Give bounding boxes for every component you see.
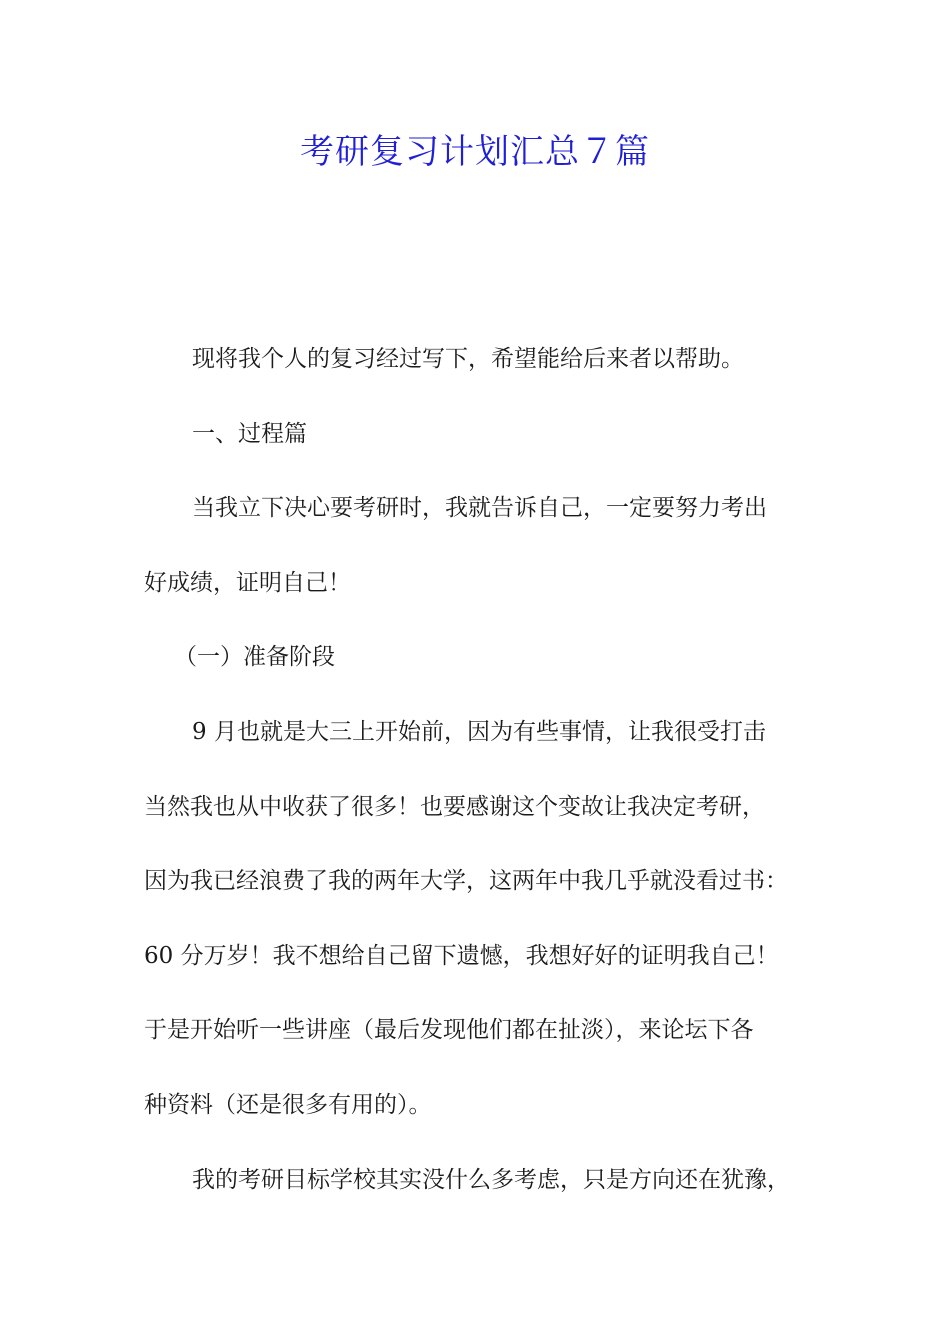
paragraph-line: 我的考研目标学校其实没什么多考虑，只是方向还在犹豫， <box>192 1166 790 1193</box>
section-heading: 一、过程篇 <box>192 420 307 447</box>
subsection-heading: （一）准备阶段 <box>174 644 335 671</box>
paragraph-line: 现将我个人的复习经过写下，希望能给后来者以帮助。 <box>192 346 744 372</box>
paragraph-line: 当然我也从中收获了很多！也要感谢这个变故让我决定考研， <box>144 793 765 820</box>
paragraph-line: 因为我已经浪费了我的两年大学，这两年中我几乎就没看过书： <box>144 868 788 895</box>
paragraph-line: 当我立下决心要考研时，我就告诉自己，一定要努力考出 <box>192 495 767 522</box>
paragraph-line: 种资料（还是很多有用的）。 <box>144 1091 432 1118</box>
paragraph-line: 于是开始听一些讲座（最后发现他们都在扯淡），来论坛下各 <box>144 1017 754 1044</box>
paragraph-line: 9 月也就是大三上开始前，因为有些事情，让我很受打击 <box>192 718 766 745</box>
document-title: 考研复习计划汇总７篇 <box>300 132 650 172</box>
paragraph-line: 60 分万岁！我不想给自己留下遗憾，我想好好的证明我自己！ <box>144 942 779 969</box>
document-body <box>144 338 824 1233</box>
paragraph-line: 好成绩，证明自己！ <box>144 569 351 596</box>
